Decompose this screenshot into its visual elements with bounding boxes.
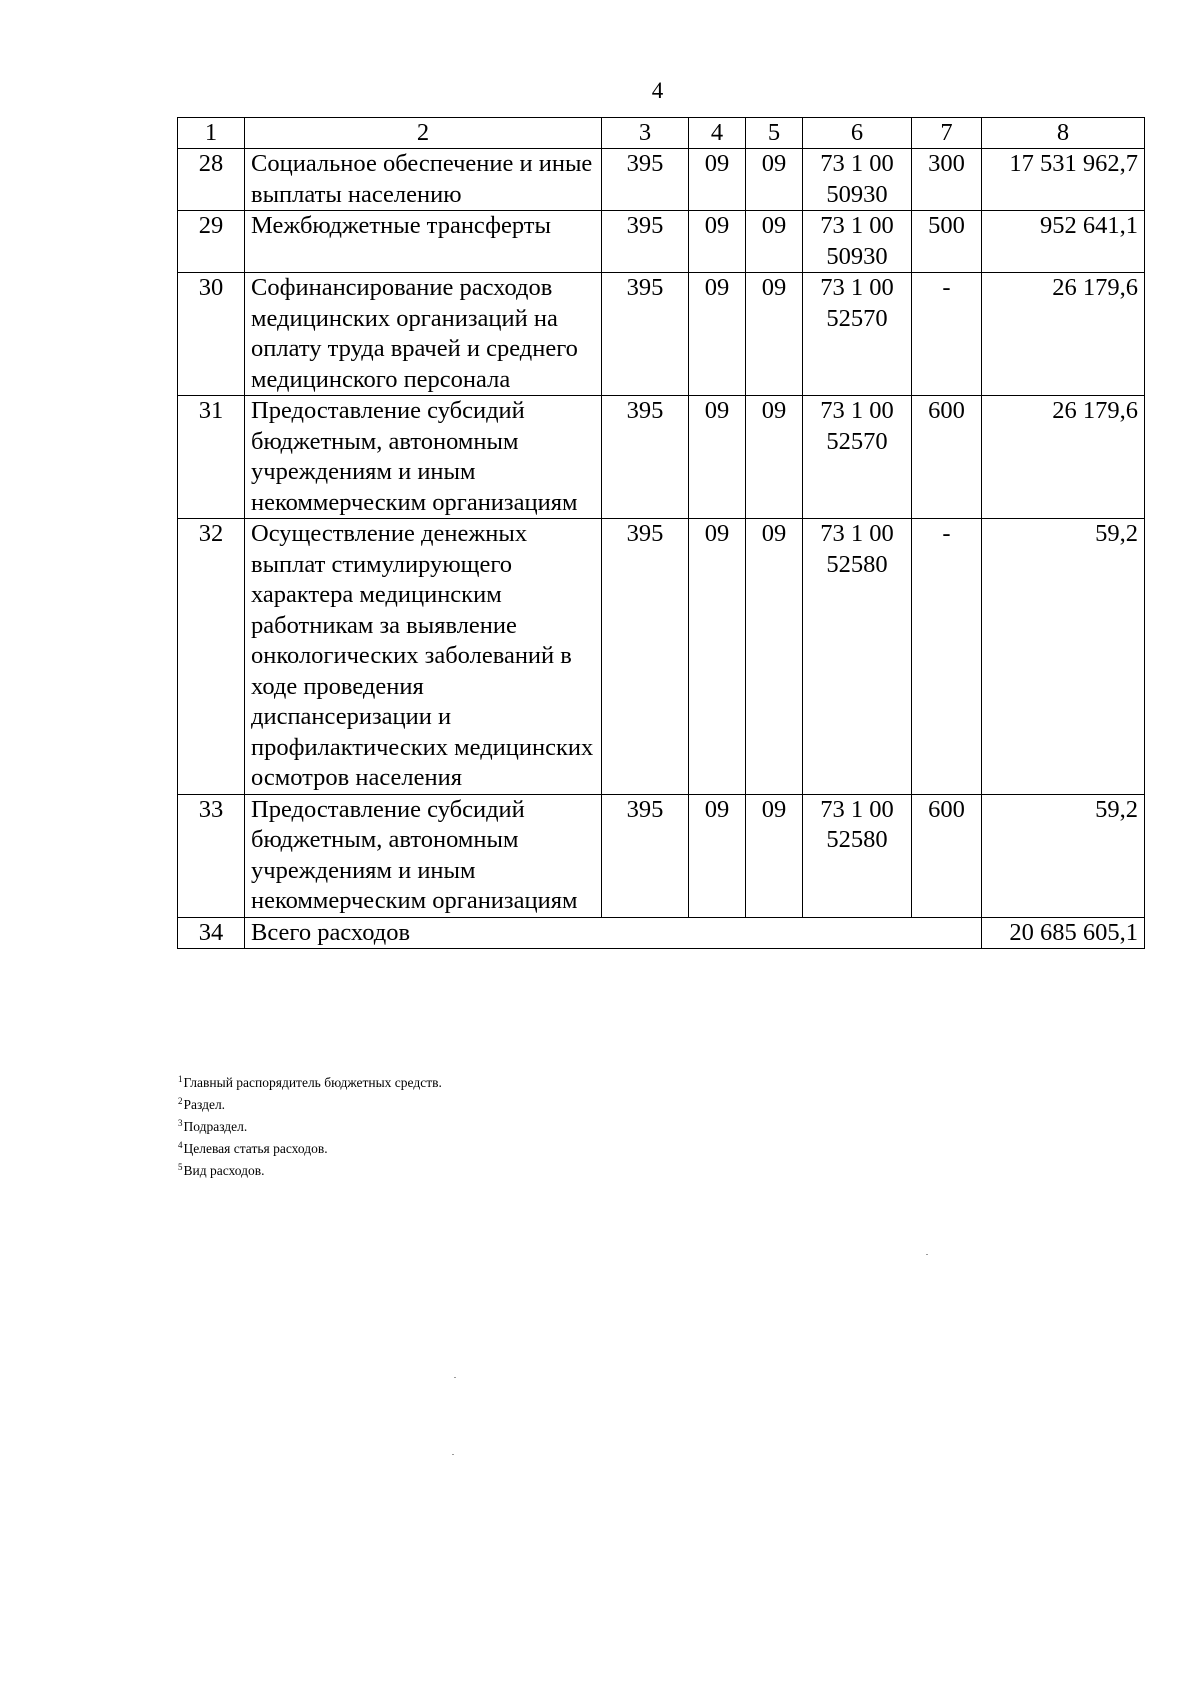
target-article-code: 73 1 00 52580 <box>803 519 912 795</box>
table-row <box>178 519 1145 795</box>
total-amount: 20 685 605,1 <box>982 917 1145 949</box>
row-number: 29 <box>178 211 245 273</box>
target-article-code: 73 1 00 50930 <box>803 211 912 273</box>
footnote <box>178 1070 442 1092</box>
expense-name: Софинансирование расходов медицинских организаций на оплату труда врачей и среднего медицинского персонала <box>245 273 602 396</box>
scan-speck <box>454 1377 456 1378</box>
subsection-code: 09 <box>746 211 803 273</box>
amount: 26 179,6 <box>982 396 1145 519</box>
column-header: 6 <box>803 118 912 149</box>
footnote <box>178 1136 442 1158</box>
expense-name: Осуществление денежных выплат стимулирующего характера медицинским работникам за выявление онкологических заболеваний в ходе проведения диспансеризации и профилактических медицинских осмотров населения <box>245 519 602 795</box>
footnote-mark: 1 <box>178 1074 183 1084</box>
row-number: 33 <box>178 794 245 917</box>
column-header: 5 <box>746 118 803 149</box>
table-row <box>178 149 1145 211</box>
subsection-code: 09 <box>746 794 803 917</box>
expenditure-table <box>177 117 1145 949</box>
footnotes <box>178 1070 442 1180</box>
subsection-code: 09 <box>746 396 803 519</box>
amount: 59,2 <box>982 519 1145 795</box>
table-header-row <box>178 118 1145 149</box>
subsection-code: 09 <box>746 519 803 795</box>
administrator-code: 395 <box>602 519 689 795</box>
footnote-text: Целевая статья расходов. <box>183 1141 328 1156</box>
footnote <box>178 1092 442 1114</box>
table-row <box>178 794 1145 917</box>
row-number: 31 <box>178 396 245 519</box>
section-code: 09 <box>689 149 746 211</box>
footnote-text: Вид расходов. <box>183 1163 265 1178</box>
footnote <box>178 1158 442 1180</box>
administrator-code: 395 <box>602 273 689 396</box>
column-header: 7 <box>912 118 982 149</box>
column-header: 8 <box>982 118 1145 149</box>
administrator-code: 395 <box>602 396 689 519</box>
table-row <box>178 396 1145 519</box>
footnote-text: Раздел. <box>183 1097 226 1112</box>
amount: 26 179,6 <box>982 273 1145 396</box>
footnote-mark: 4 <box>178 1140 183 1150</box>
subsection-code: 09 <box>746 273 803 396</box>
footnote-mark: 5 <box>178 1162 183 1172</box>
section-code: 09 <box>689 396 746 519</box>
footnote-text: Подраздел. <box>183 1119 248 1134</box>
amount: 952 641,1 <box>982 211 1145 273</box>
expense-name: Предоставление субсидий бюджетным, автономным учреждениям и иным некоммерческим организациям <box>245 396 602 519</box>
amount: 17 531 962,7 <box>982 149 1145 211</box>
footnote-text: Главный распорядитель бюджетных средств. <box>183 1075 442 1090</box>
target-article-code: 73 1 00 52570 <box>803 396 912 519</box>
section-code: 09 <box>689 211 746 273</box>
expense-type-code: 500 <box>912 211 982 273</box>
total-row <box>178 917 1145 949</box>
amount: 59,2 <box>982 794 1145 917</box>
target-article-code: 73 1 00 50930 <box>803 149 912 211</box>
expense-type-code: - <box>912 273 982 396</box>
administrator-code: 395 <box>602 794 689 917</box>
expense-type-code: 600 <box>912 794 982 917</box>
target-article-code: 73 1 00 52580 <box>803 794 912 917</box>
expense-type-code: - <box>912 519 982 795</box>
section-code: 09 <box>689 794 746 917</box>
total-label: Всего расходов <box>245 917 982 949</box>
expense-name: Предоставление субсидий бюджетным, автономным учреждениям и иным некоммерческим организациям <box>245 794 602 917</box>
column-header: 2 <box>245 118 602 149</box>
row-number: 32 <box>178 519 245 795</box>
administrator-code: 395 <box>602 211 689 273</box>
administrator-code: 395 <box>602 149 689 211</box>
section-code: 09 <box>689 273 746 396</box>
target-article-code: 73 1 00 52570 <box>803 273 912 396</box>
table-row <box>178 273 1145 396</box>
section-code: 09 <box>689 519 746 795</box>
table-row <box>178 211 1145 273</box>
row-number: 34 <box>178 917 245 949</box>
expense-type-code: 600 <box>912 396 982 519</box>
column-header: 4 <box>689 118 746 149</box>
column-header: 1 <box>178 118 245 149</box>
footnote-mark: 2 <box>178 1096 183 1106</box>
scan-speck <box>926 1254 928 1255</box>
expense-type-code: 300 <box>912 149 982 211</box>
scan-speck <box>452 1454 454 1455</box>
page-number: 4 <box>651 78 664 103</box>
expense-name: Межбюджетные трансферты <box>245 211 602 273</box>
expense-name: Социальное обеспечение и иные выплаты населению <box>245 149 602 211</box>
row-number: 28 <box>178 149 245 211</box>
column-header: 3 <box>602 118 689 149</box>
footnote-mark: 3 <box>178 1118 183 1128</box>
footnote <box>178 1114 442 1136</box>
subsection-code: 09 <box>746 149 803 211</box>
row-number: 30 <box>178 273 245 396</box>
